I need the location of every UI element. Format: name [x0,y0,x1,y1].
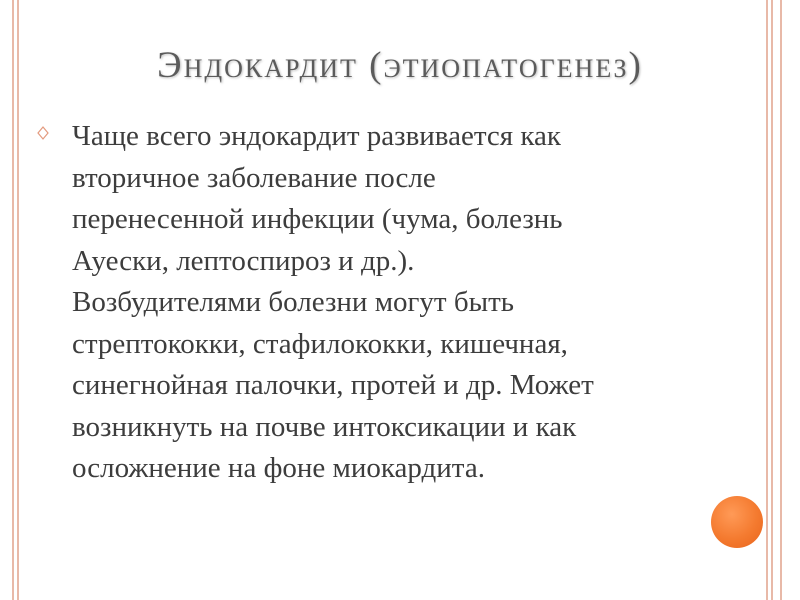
body-line: осложнение на фоне миокардита. [72,452,485,484]
right-border-line-1 [766,0,768,600]
body-line: перенесенной инфекции (чума, болезнь [72,203,563,235]
body-line: вторичное заболевание после [72,161,436,194]
slide-title: Эндокардит (этиопатогенез) [157,45,643,86]
body-line: Возбудителями болезни могут быть [72,286,514,318]
bullet-item [36,116,726,490]
body-line: возникнуть на почве интоксикации и как [72,410,577,443]
bullet-text [72,116,726,490]
body-line: Чаще всего эндокардит развивается как [72,120,561,152]
body-line: синегнойная палочки, протей и др. Может [72,369,594,401]
left-border-line-outer [12,0,14,600]
body-line: Ауески, лептоспироз и др.). [72,244,415,277]
decorative-orange-dot [711,496,763,548]
left-border-line-inner [17,0,19,600]
right-border-line-2 [771,0,773,600]
right-border-line-3 [780,0,782,600]
body-line: стрептококки, стафилококки, кишечная, [72,327,568,360]
lozenge-outline-icon [36,126,50,140]
